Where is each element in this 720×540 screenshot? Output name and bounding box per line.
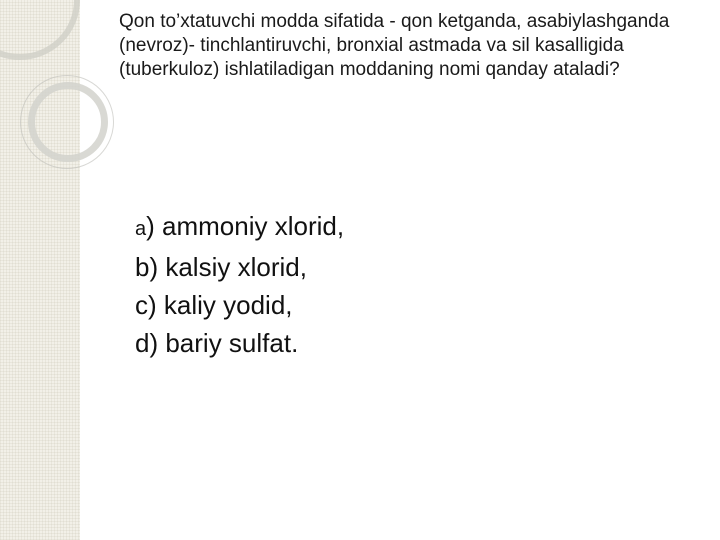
answer-options [135,207,635,362]
option-a-text: ) ammoniy xlorid, [146,211,345,241]
option-b: b) kalsiy xlorid, [135,252,307,282]
decorative-ring-small [28,82,108,162]
option-a-letter: a [135,218,147,240]
option-d: d) bariy sulfat. [135,328,299,358]
option-c: c) kaliy yodid, [135,290,293,320]
question-text: Qon to’xtatuvchi modda sifatida - qon ketganda, asabiylashganda (nevroz)- tinchlantiruvchi, bronxial astmada va sil kasalligida (tuberkuloz) ishlatiladigan moddaning nomi qanday ataladi? [119,11,670,80]
option-a [135,207,635,248]
